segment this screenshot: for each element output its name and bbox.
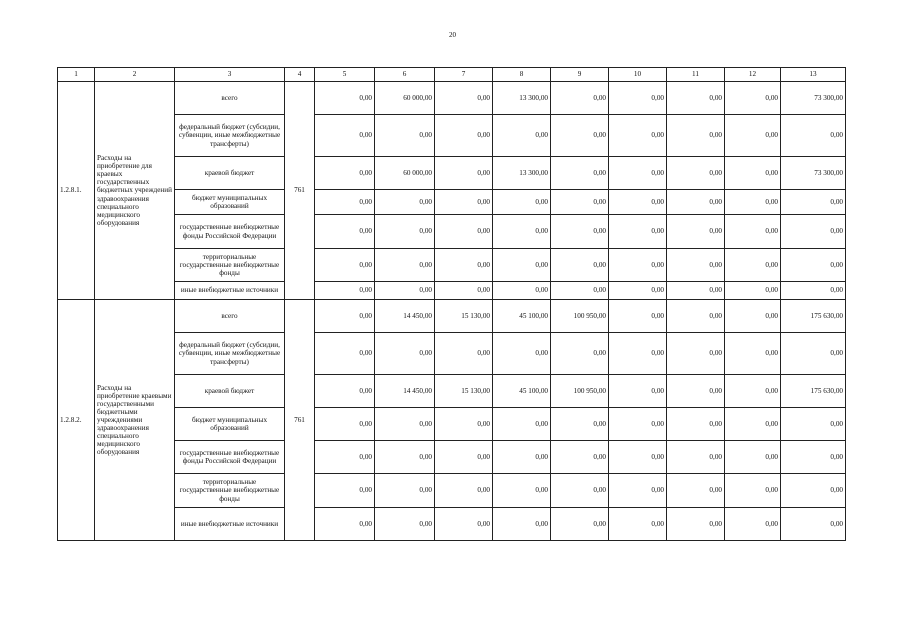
grbs-code: 761 xyxy=(285,82,315,300)
amount-cell: 0,00 xyxy=(551,508,609,541)
amount-cell: 13 300,00 xyxy=(493,157,551,190)
amount-cell: 0,00 xyxy=(667,249,725,282)
col-header: 11 xyxy=(667,68,725,82)
table-row xyxy=(58,249,846,282)
amount-cell: 0,00 xyxy=(725,408,781,441)
funding-source: федеральный бюджет (субсидии, субвенции, иные межбюджетные трансферты) xyxy=(175,115,285,157)
table-row xyxy=(58,508,846,541)
table-row xyxy=(58,333,846,375)
amount-cell: 0,00 xyxy=(551,115,609,157)
col-header: 13 xyxy=(781,68,846,82)
funding-source: территориальные государственные внебюджетные фонды xyxy=(175,249,285,282)
amount-cell: 0,00 xyxy=(781,508,846,541)
amount-cell: 0,00 xyxy=(375,408,435,441)
amount-cell: 0,00 xyxy=(315,333,375,375)
measure-name: Расходы на приобретение для краевых государственных бюджетных учреждений здравоохранения специального медицинского оборудования xyxy=(95,82,175,300)
col-header: 3 xyxy=(175,68,285,82)
amount-cell: 0,00 xyxy=(551,190,609,215)
amount-cell: 0,00 xyxy=(315,408,375,441)
amount-cell: 13 300,00 xyxy=(493,82,551,115)
amount-cell: 0,00 xyxy=(725,333,781,375)
amount-cell: 0,00 xyxy=(315,300,375,333)
amount-cell: 0,00 xyxy=(667,441,725,474)
amount-cell: 0,00 xyxy=(315,375,375,408)
page-number: 20 xyxy=(449,31,456,39)
amount-cell: 0,00 xyxy=(435,508,493,541)
col-header: 12 xyxy=(725,68,781,82)
amount-cell: 0,00 xyxy=(609,300,667,333)
table-row xyxy=(58,282,846,300)
amount-cell: 0,00 xyxy=(493,249,551,282)
amount-cell: 0,00 xyxy=(667,190,725,215)
table-row xyxy=(58,82,846,115)
amount-cell: 0,00 xyxy=(609,375,667,408)
budget-table xyxy=(57,67,846,541)
amount-cell: 0,00 xyxy=(725,282,781,300)
amount-cell: 15 130,00 xyxy=(435,375,493,408)
amount-cell: 0,00 xyxy=(315,157,375,190)
col-header: 2 xyxy=(95,68,175,82)
amount-cell: 0,00 xyxy=(609,82,667,115)
amount-cell: 0,00 xyxy=(667,82,725,115)
table-row xyxy=(58,115,846,157)
amount-cell: 0,00 xyxy=(725,375,781,408)
amount-cell: 175 630,00 xyxy=(781,300,846,333)
amount-cell: 0,00 xyxy=(609,282,667,300)
col-header: 4 xyxy=(285,68,315,82)
table-row xyxy=(58,157,846,190)
amount-cell: 0,00 xyxy=(781,474,846,508)
amount-cell: 0,00 xyxy=(375,474,435,508)
measure-name: Расходы на приобретение краевыми государственными бюджетными учреждениями здравоохранения специального медицинского оборудования xyxy=(95,300,175,541)
amount-cell: 0,00 xyxy=(725,508,781,541)
funding-source: иные внебюджетные источники xyxy=(175,508,285,541)
funding-source: краевой бюджет xyxy=(175,375,285,408)
amount-cell: 0,00 xyxy=(781,408,846,441)
amount-cell: 0,00 xyxy=(493,190,551,215)
amount-cell: 0,00 xyxy=(315,215,375,249)
funding-source: краевой бюджет xyxy=(175,157,285,190)
amount-cell: 0,00 xyxy=(375,249,435,282)
col-header: 5 xyxy=(315,68,375,82)
amount-cell: 0,00 xyxy=(493,282,551,300)
amount-cell: 0,00 xyxy=(667,408,725,441)
amount-cell: 0,00 xyxy=(435,333,493,375)
amount-cell: 0,00 xyxy=(493,408,551,441)
amount-cell: 0,00 xyxy=(315,474,375,508)
amount-cell: 0,00 xyxy=(551,441,609,474)
funding-source: государственные внебюджетные фонды Российской Федерации xyxy=(175,215,285,249)
grbs-code: 761 xyxy=(285,300,315,541)
amount-cell: 0,00 xyxy=(435,441,493,474)
amount-cell: 0,00 xyxy=(725,115,781,157)
table-row xyxy=(58,441,846,474)
amount-cell: 60 000,00 xyxy=(375,157,435,190)
table-body xyxy=(58,82,846,541)
amount-cell: 0,00 xyxy=(609,408,667,441)
amount-cell: 0,00 xyxy=(609,441,667,474)
amount-cell: 45 100,00 xyxy=(493,300,551,333)
funding-source: бюджет муниципальных образований xyxy=(175,408,285,441)
amount-cell: 0,00 xyxy=(725,82,781,115)
amount-cell: 0,00 xyxy=(725,441,781,474)
funding-source: иные внебюджетные источники xyxy=(175,282,285,300)
amount-cell: 0,00 xyxy=(781,115,846,157)
table-row xyxy=(58,300,846,333)
amount-cell: 100 950,00 xyxy=(551,300,609,333)
amount-cell: 0,00 xyxy=(609,115,667,157)
amount-cell: 0,00 xyxy=(375,215,435,249)
header-row xyxy=(58,68,846,82)
funding-source: всего xyxy=(175,82,285,115)
amount-cell: 0,00 xyxy=(609,190,667,215)
funding-source: территориальные государственные внебюджетные фонды xyxy=(175,474,285,508)
amount-cell: 0,00 xyxy=(435,215,493,249)
amount-cell: 0,00 xyxy=(667,215,725,249)
col-header: 9 xyxy=(551,68,609,82)
amount-cell: 0,00 xyxy=(551,333,609,375)
amount-cell: 100 950,00 xyxy=(551,375,609,408)
amount-cell: 0,00 xyxy=(493,474,551,508)
amount-cell: 0,00 xyxy=(609,333,667,375)
amount-cell: 0,00 xyxy=(435,282,493,300)
amount-cell: 0,00 xyxy=(667,474,725,508)
amount-cell: 0,00 xyxy=(493,508,551,541)
amount-cell: 0,00 xyxy=(435,190,493,215)
col-header: 8 xyxy=(493,68,551,82)
amount-cell: 0,00 xyxy=(375,333,435,375)
amount-cell: 0,00 xyxy=(315,441,375,474)
amount-cell: 0,00 xyxy=(781,249,846,282)
amount-cell: 0,00 xyxy=(315,508,375,541)
amount-cell: 0,00 xyxy=(435,408,493,441)
amount-cell: 0,00 xyxy=(667,300,725,333)
amount-cell: 0,00 xyxy=(667,157,725,190)
amount-cell: 0,00 xyxy=(667,282,725,300)
amount-cell: 45 100,00 xyxy=(493,375,551,408)
amount-cell: 0,00 xyxy=(551,474,609,508)
amount-cell: 0,00 xyxy=(781,215,846,249)
amount-cell: 0,00 xyxy=(375,282,435,300)
amount-cell: 14 450,00 xyxy=(375,300,435,333)
amount-cell: 0,00 xyxy=(435,474,493,508)
amount-cell: 0,00 xyxy=(725,157,781,190)
amount-cell: 0,00 xyxy=(435,249,493,282)
col-header: 10 xyxy=(609,68,667,82)
amount-cell: 0,00 xyxy=(375,441,435,474)
funding-source: федеральный бюджет (субсидии, субвенции, иные межбюджетные трансферты) xyxy=(175,333,285,375)
amount-cell: 0,00 xyxy=(375,508,435,541)
col-header: 1 xyxy=(58,68,95,82)
amount-cell: 0,00 xyxy=(725,249,781,282)
amount-cell: 0,00 xyxy=(551,157,609,190)
amount-cell: 73 300,00 xyxy=(781,157,846,190)
col-header: 7 xyxy=(435,68,493,82)
amount-cell: 0,00 xyxy=(781,282,846,300)
amount-cell: 60 000,00 xyxy=(375,82,435,115)
amount-cell: 0,00 xyxy=(781,333,846,375)
measure-code: 1.2.8.1. xyxy=(58,82,95,300)
amount-cell: 0,00 xyxy=(315,282,375,300)
amount-cell: 0,00 xyxy=(609,508,667,541)
funding-source: государственные внебюджетные фонды Российской Федерации xyxy=(175,441,285,474)
amount-cell: 0,00 xyxy=(667,375,725,408)
funding-source: всего xyxy=(175,300,285,333)
amount-cell: 0,00 xyxy=(725,190,781,215)
amount-cell: 0,00 xyxy=(493,441,551,474)
amount-cell: 0,00 xyxy=(551,249,609,282)
amount-cell: 0,00 xyxy=(493,115,551,157)
amount-cell: 0,00 xyxy=(609,249,667,282)
amount-cell: 0,00 xyxy=(315,249,375,282)
amount-cell: 0,00 xyxy=(551,282,609,300)
amount-cell: 0,00 xyxy=(725,474,781,508)
amount-cell: 0,00 xyxy=(315,82,375,115)
amount-cell: 0,00 xyxy=(667,333,725,375)
amount-cell: 0,00 xyxy=(375,190,435,215)
amount-cell: 73 300,00 xyxy=(781,82,846,115)
table-row xyxy=(58,408,846,441)
amount-cell: 0,00 xyxy=(435,82,493,115)
amount-cell: 0,00 xyxy=(315,190,375,215)
amount-cell: 15 130,00 xyxy=(435,300,493,333)
amount-cell: 0,00 xyxy=(667,115,725,157)
table-row xyxy=(58,375,846,408)
amount-cell: 0,00 xyxy=(375,115,435,157)
amount-cell: 0,00 xyxy=(551,215,609,249)
funding-source: бюджет муниципальных образований xyxy=(175,190,285,215)
amount-cell: 0,00 xyxy=(781,190,846,215)
amount-cell: 0,00 xyxy=(609,474,667,508)
amount-cell: 0,00 xyxy=(781,441,846,474)
amount-cell: 0,00 xyxy=(725,215,781,249)
table-row xyxy=(58,474,846,508)
amount-cell: 0,00 xyxy=(667,508,725,541)
amount-cell: 0,00 xyxy=(493,333,551,375)
amount-cell: 175 630,00 xyxy=(781,375,846,408)
amount-cell: 0,00 xyxy=(609,157,667,190)
col-header: 6 xyxy=(375,68,435,82)
table-row xyxy=(58,190,846,215)
amount-cell: 0,00 xyxy=(551,408,609,441)
amount-cell: 0,00 xyxy=(551,82,609,115)
amount-cell: 0,00 xyxy=(609,215,667,249)
measure-code: 1.2.8.2. xyxy=(58,300,95,541)
table-row xyxy=(58,215,846,249)
amount-cell: 0,00 xyxy=(315,115,375,157)
amount-cell: 0,00 xyxy=(493,215,551,249)
amount-cell: 0,00 xyxy=(435,157,493,190)
amount-cell: 0,00 xyxy=(435,115,493,157)
amount-cell: 0,00 xyxy=(725,300,781,333)
amount-cell: 14 450,00 xyxy=(375,375,435,408)
